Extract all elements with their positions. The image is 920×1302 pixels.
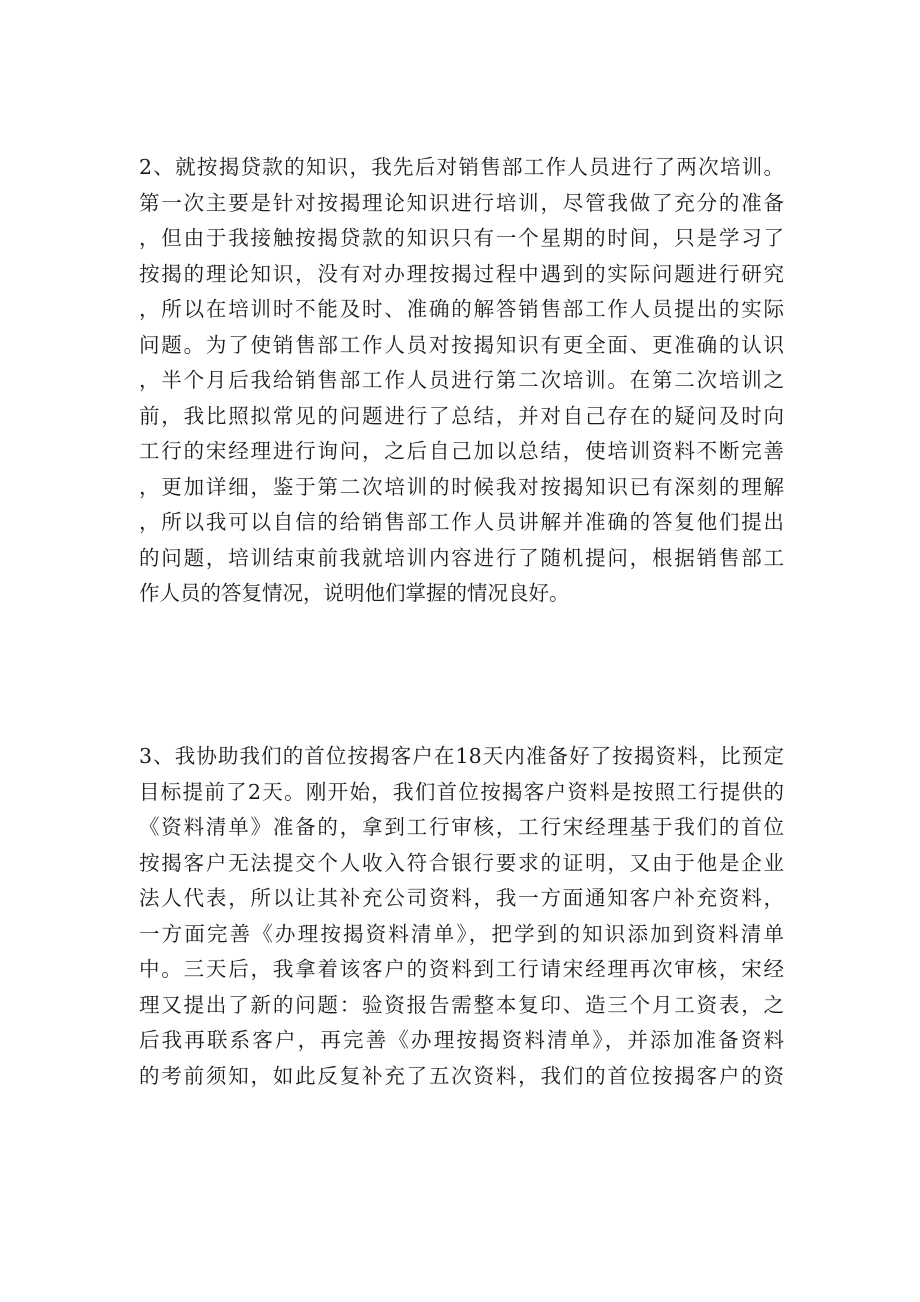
text-line: 工行的宋经理进行询问，之后自己加以总结，使培训资料不断完善	[139, 439, 784, 463]
text-line: ，所以在培训时不能及时、准确的解答销售部工作人员提出的实际	[139, 297, 784, 321]
text-line: 目标提前了2天。刚开始，我们首位按揭客户资料是按照工行提供的	[139, 779, 784, 804]
text-line: 的问题，培训结束前我就培训内容进行了随机提问，根据销售部工	[139, 545, 784, 570]
text-line: ，所以我可以自信的给销售部工作人员讲解并准确的答复他们提出	[139, 510, 784, 534]
text-line: 作人员的答复情况，说明他们掌握的情况良好。	[139, 581, 570, 605]
paragraph-3	[139, 739, 784, 1094]
paragraph-2	[139, 150, 784, 612]
text-line: 一方面完善《办理按揭资料清单》，把学到的知识添加到资料清单	[139, 921, 784, 946]
text-line: 《资料清单》准备的，拿到工行审核，工行宋经理基于我们的首位	[139, 815, 784, 839]
text-line: 3、我协助我们的首位按揭客户在18天内准备好了按揭资料，比预定	[139, 744, 784, 768]
text-line: 前，我比照拟常见的问题进行了总结，并对自己存在的疑问及时向	[139, 403, 784, 428]
text-line: 后我再联系客户，再完善《办理按揭资料清单》，并添加准备资料	[139, 1028, 784, 1052]
text-line: ，但由于我接触按揭贷款的知识只有一个星期的时间，只是学习了	[139, 226, 784, 250]
text-line: 按揭的理论知识，没有对办理按揭过程中遇到的实际问题进行研究	[139, 261, 784, 286]
text-line: 中。三天后，我拿着该客户的资料到工行请宋经理再次审核，宋经	[139, 957, 784, 981]
text-line: 第一次主要是针对按揭理论知识进行培训，尽管我做了充分的准备	[139, 190, 784, 215]
text-line: 法人代表，所以让其补充公司资料，我一方面通知客户补充资料，	[139, 886, 784, 910]
text-line: ，半个月后我给销售部工作人员进行第二次培训。在第二次培训之	[139, 368, 784, 392]
text-line: 理又提出了新的问题：验资报告需整本复印、造三个月工资表，之	[139, 992, 784, 1017]
text-line: 按揭客户无法提交个人收入符合银行要求的证明，又由于他是企业	[139, 850, 784, 875]
text-line: ，更加详细，鉴于第二次培训的时候我对按揭知识已有深刻的理解	[139, 474, 784, 499]
text-line: 问题。为了使销售部工作人员对按揭知识有更全面、更准确的认识	[139, 332, 784, 357]
text-line: 2、就按揭贷款的知识，我先后对销售部工作人员进行了两次培训。	[139, 155, 784, 179]
text-line: 的考前须知，如此反复补充了五次资料，我们的首位按揭客户的资	[139, 1063, 784, 1088]
